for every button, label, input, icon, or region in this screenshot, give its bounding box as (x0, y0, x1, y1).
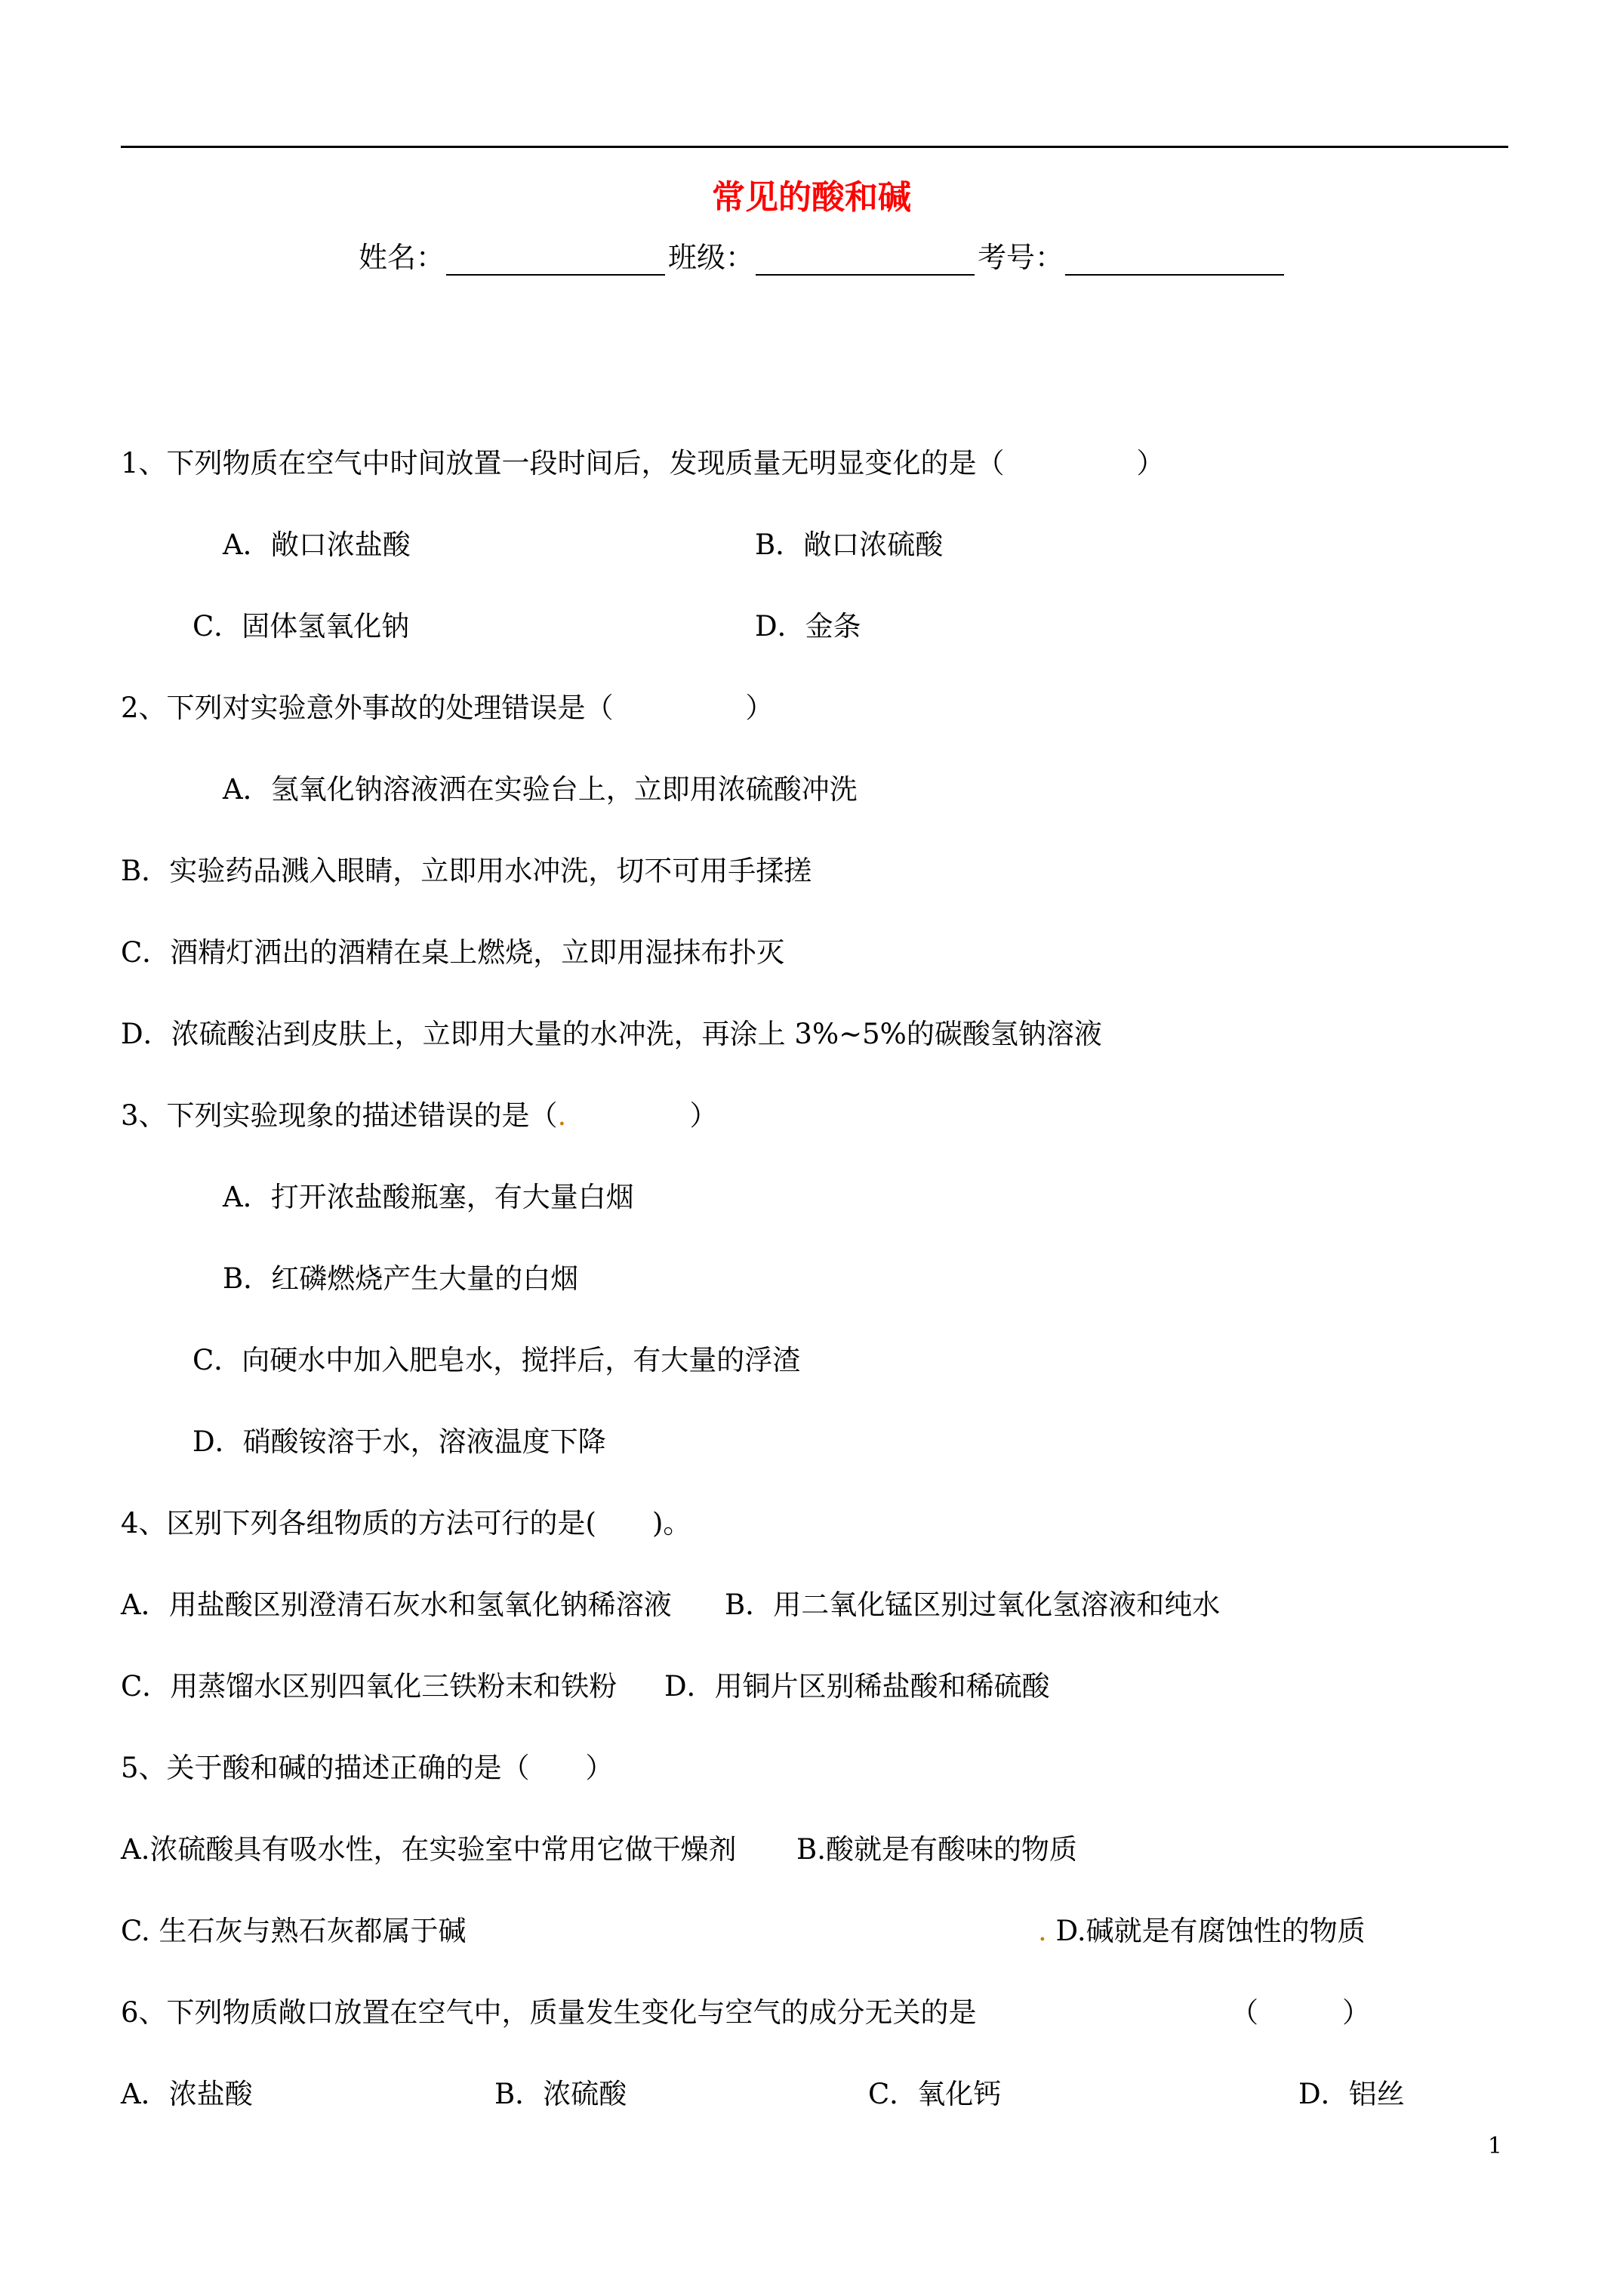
class-label: 班级： (668, 241, 755, 274)
question-1-option-b: B．敞口浓硫酸 (755, 529, 944, 561)
question-3-option-c: C．向硬水中加入肥皂水，搅拌后，有大量的浮渣 (192, 1344, 801, 1376)
question-4-option-b: B．用二氧化锰区别过氧化氢溶液和纯水 (725, 1589, 1221, 1621)
question-1-option-c: C．固体氢氧化钠 (192, 610, 410, 643)
question-4-option-a: A．用盐酸区别澄清石灰水和氢氧化钠稀溶液 (121, 1589, 672, 1621)
class-blank[interactable] (756, 247, 975, 276)
page-title: 常见的酸和碱 (712, 178, 911, 217)
name-label: 姓名： (359, 241, 445, 274)
question-2-option-d: D．浓硫酸沾到皮肤上，立即用大量的水冲洗，再涂上 3%~5%的碳酸氢钠溶液 (121, 1018, 1102, 1050)
exam-number-blank[interactable] (1065, 247, 1284, 276)
stray-mark: . (557, 1099, 567, 1132)
question-4-option-d: D．用铜片区别稀盐酸和稀硫酸 (664, 1670, 1050, 1703)
name-blank[interactable] (446, 247, 665, 276)
exam-number-label: 考号： (978, 241, 1064, 274)
question-3-option-d: D．硝酸铵溶于水，溶液温度下降 (192, 1425, 606, 1458)
page-number: 1 (1487, 2133, 1502, 2159)
question-1-option-d: D．金条 (755, 610, 861, 643)
question-6-answer-paren: （ ） (1230, 1996, 1370, 2029)
question-5-option-d: . D.碱就是有腐蚀性的物质 (1038, 1915, 1366, 1947)
question-2-option-c: C．酒精灯洒出的酒精在桌上燃烧，立即用湿抹布扑灭 (121, 936, 785, 969)
question-5-option-a: A.浓硫酸具有吸水性，在实验室中常用它做干燥剂 (121, 1833, 737, 1866)
stray-mark: . (1038, 1915, 1056, 1947)
question-6-option-b: B．浓硫酸 (494, 2078, 627, 2110)
question-6-stem: 6、下列物质敞口放置在空气中，质量发生变化与空气的成分无关的是 (121, 1996, 977, 2029)
question-3-stem: 3、下列实验现象的描述错误的是（. ） (121, 1098, 718, 1134)
question-2-stem: 2、下列对实验意外事故的处理错误是（ ） (121, 692, 774, 724)
question-5-option-c: C. 生石灰与熟石灰都属于碱 (121, 1915, 467, 1947)
question-2-option-b: B．实验药品溅入眼睛，立即用水冲洗，切不可用手揉搓 (121, 855, 812, 887)
question-4-option-c: C．用蒸馏水区别四氧化三铁粉末和铁粉 (121, 1670, 617, 1703)
header-rule (121, 146, 1508, 148)
question-2-option-a: A．氢氧化钠溶液洒在实验台上，立即用浓硫酸冲洗 (223, 773, 858, 806)
question-6-option-d: D．铝丝 (1298, 2078, 1405, 2110)
question-1-option-a: A．敞口浓盐酸 (223, 529, 411, 561)
question-1-stem: 1、下列物质在空气中时间放置一段时间后，发现质量无明显变化的是（ ） (121, 447, 1165, 479)
question-5-stem: 5、关于酸和碱的描述正确的是（ ） (121, 1752, 614, 1784)
question-6-option-c: C．氧化钙 (868, 2078, 1002, 2110)
question-4-stem: 4、区别下列各组物质的方法可行的是( )。 (121, 1507, 691, 1539)
question-3-option-a: A．打开浓盐酸瓶塞，有大量白烟 (223, 1181, 634, 1213)
question-5-option-b: B.酸就是有酸味的物质 (796, 1833, 1077, 1866)
question-6-option-a: A．浓盐酸 (121, 2078, 253, 2110)
question-3-option-b: B．红磷燃烧产生大量的白烟 (223, 1262, 579, 1295)
student-info-line (359, 234, 1287, 276)
